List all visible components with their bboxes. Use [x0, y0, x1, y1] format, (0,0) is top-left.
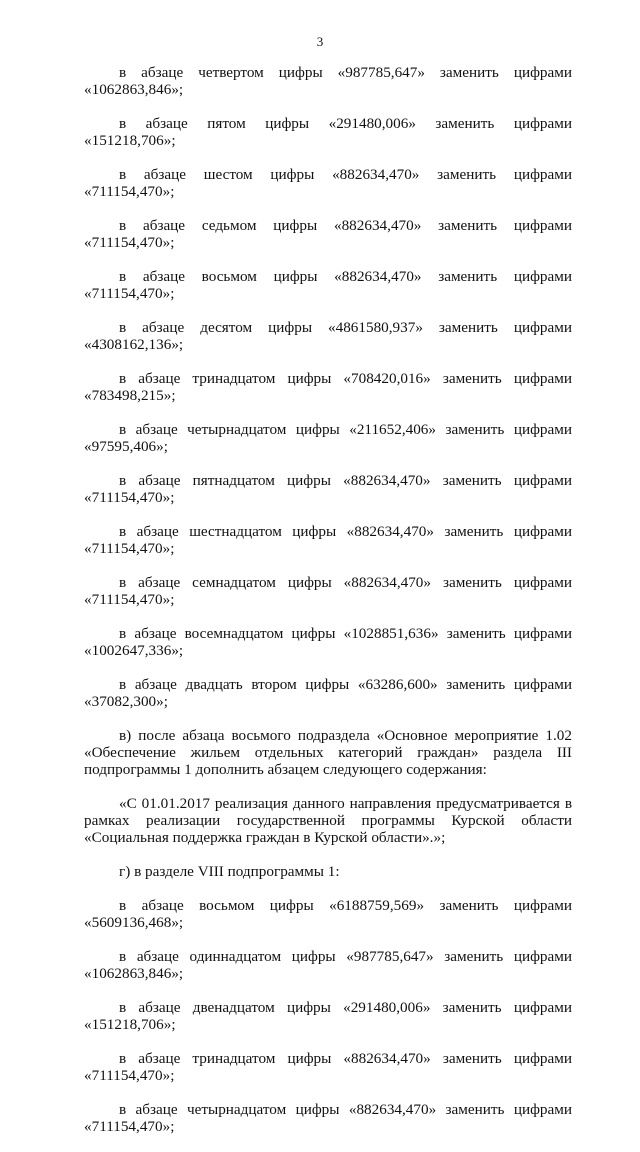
list-item: в абзаце тринадцатом цифры «708420,016» заменить цифрами «783498,215»;	[84, 370, 572, 404]
quote-paragraph: «С 01.01.2017 реализация данного направления предусматривается в рамках реализации государственной программы Курской области «Социальная поддержка граждан в Курской области».»;	[84, 795, 572, 846]
section-v-paragraph: в) после абзаца восьмого подраздела «Основное мероприятие 1.02 «Обеспечение жильем отдельных категорий граждан» раздела III подпрограммы 1 дополнить абзацем следующего содержания:	[84, 727, 572, 778]
list-item: в абзаце двадцать втором цифры «63286,600» заменить цифрами «37082,300»;	[84, 676, 572, 710]
list-item: в абзаце десятом цифры «4861580,937» заменить цифрами «4308162,136»;	[84, 319, 572, 353]
document-body	[84, 64, 572, 1152]
amendments-list-2	[84, 897, 572, 1135]
list-item: в абзаце четвертом цифры «987785,647» заменить цифрами «1062863,846»;	[84, 64, 572, 98]
list-item: в абзаце двенадцатом цифры «291480,006» заменить цифрами «151218,706»;	[84, 999, 572, 1033]
list-item: в абзаце восемнадцатом цифры «1028851,636» заменить цифрами «1002647,336»;	[84, 625, 572, 659]
list-item: в абзаце восьмом цифры «6188759,569» заменить цифрами «5609136,468»;	[84, 897, 572, 931]
list-item: в абзаце шестнадцатом цифры «882634,470» заменить цифрами «711154,470»;	[84, 523, 572, 557]
amendments-list-1	[84, 64, 572, 710]
list-item: в абзаце восьмом цифры «882634,470» заменить цифрами «711154,470»;	[84, 268, 572, 302]
list-item: в абзаце седьмом цифры «882634,470» заменить цифрами «711154,470»;	[84, 217, 572, 251]
page-number: 3	[316, 34, 324, 49]
list-item: в абзаце тринадцатом цифры «882634,470» заменить цифрами «711154,470»;	[84, 1050, 572, 1084]
list-item: в абзаце одиннадцатом цифры «987785,647» заменить цифрами «1062863,846»;	[84, 948, 572, 982]
list-item: в абзаце четырнадцатом цифры «211652,406» заменить цифрами «97595,406»;	[84, 421, 572, 455]
list-item: в абзаце семнадцатом цифры «882634,470» заменить цифрами «711154,470»;	[84, 574, 572, 608]
list-item: в абзаце пятнадцатом цифры «882634,470» заменить цифрами «711154,470»;	[84, 472, 572, 506]
list-item: в абзаце шестом цифры «882634,470» заменить цифрами «711154,470»;	[84, 166, 572, 200]
list-item: в абзаце пятом цифры «291480,006» заменить цифрами «151218,706»;	[84, 115, 572, 149]
list-item: в абзаце четырнадцатом цифры «882634,470» заменить цифрами «711154,470»;	[84, 1101, 572, 1135]
section-g-heading: г) в разделе VIII подпрограммы 1:	[119, 863, 340, 880]
